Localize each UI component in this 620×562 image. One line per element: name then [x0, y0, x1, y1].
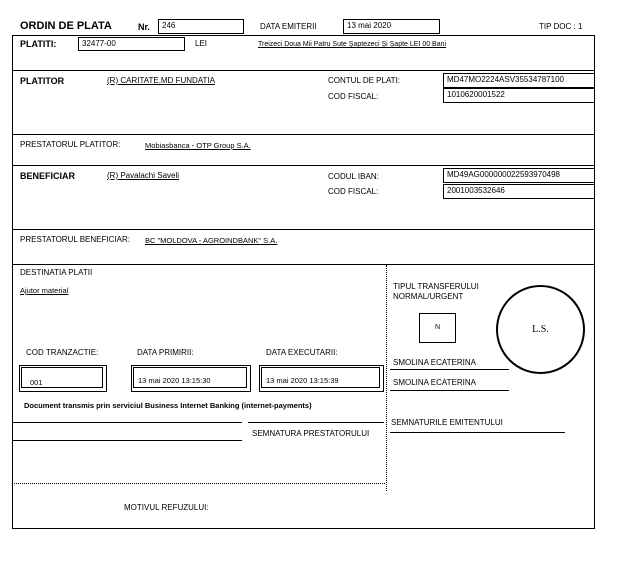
beneficiar-label: BENEFICIAR — [20, 171, 76, 181]
provider-signature-label: SEMNATURA PRESTATORULUI — [252, 429, 370, 438]
executed-date-box — [259, 365, 384, 392]
executed-date-value: 13 mai 2020 13:15:39 — [266, 376, 339, 385]
platitor-fiscal-label: COD FISCAL: — [328, 92, 379, 101]
currency-label: LEI — [195, 39, 208, 48]
prestator-platitor-value: Mobiasbanca - OTP Group S.A. — [145, 141, 251, 150]
document-note: Document transmis prin serviciul Business Internet Banking (internet-payments) — [24, 401, 312, 410]
platitor-account-value: MD47MO2224ASV35534787100 — [443, 73, 595, 88]
transaction-code-label: COD TRANZACTIE: — [26, 348, 99, 357]
destinatia-label: DESTINATIA PLATII — [20, 268, 93, 277]
beneficiar-name: (R) Pavalachi Saveli — [107, 171, 180, 180]
platitor-fiscal-value: 1010620001522 — [443, 88, 595, 103]
signature-line — [12, 422, 242, 423]
transfer-type-sublabel: NORMAL/URGENT — [393, 292, 464, 301]
destinatia-value: Ajutor material — [20, 286, 69, 295]
signer-underline — [390, 369, 509, 370]
platitor-account-label: CONTUL DE PLATI: — [328, 76, 401, 85]
divider — [12, 264, 595, 265]
beneficiar-fiscal-value: 2001003532646 — [443, 184, 595, 199]
dotted-divider — [386, 265, 387, 491]
document-type: TIP DOC : 1 — [539, 22, 583, 31]
emission-date-label: DATA EMITERII — [260, 22, 317, 31]
beneficiar-iban-label: CODUL IBAN: — [328, 172, 379, 181]
divider — [12, 134, 595, 135]
signature-line — [390, 432, 565, 433]
amount-value: 32477-00 — [78, 37, 185, 51]
signer-name: SMOLINA ECATERINA — [393, 378, 476, 387]
divider — [12, 165, 595, 166]
signer-name: SMOLINA ECATERINA — [393, 358, 476, 367]
received-date-label: DATA PRIMIRII: — [137, 348, 194, 357]
refusal-reason-label: MOTIVUL REFUZULUI: — [124, 503, 209, 512]
emission-date-value: 13 mai 2020 — [343, 19, 440, 34]
transfer-type-label: TIPUL TRANSFERULUI — [393, 282, 479, 291]
received-date-value: 13 mai 2020 13:15:30 — [138, 376, 211, 385]
number-label: Nr. — [138, 22, 151, 32]
prestator-beneficiar-label: PRESTATORUL BENEFICIAR: — [20, 235, 130, 244]
received-date-box — [131, 365, 251, 392]
divider — [12, 229, 595, 230]
transaction-code-box — [19, 365, 107, 392]
platiti-label: PLATITI: — [20, 39, 57, 49]
amount-in-words: Treizeci Doua Mii Patru Sute Şaptezeci Şi Şapte LEI 00 Bani — [258, 41, 447, 48]
platitor-name: (R) CARITATE.MD FUNDATIA — [107, 76, 215, 85]
number-value: 246 — [158, 19, 244, 34]
transaction-code-value: 001 — [30, 378, 43, 387]
signature-line — [248, 422, 384, 423]
prestator-beneficiar-value: BC "MOLDOVA - AGROINDBANK" S.A. — [145, 236, 278, 245]
platitor-label: PLATITOR — [20, 76, 65, 86]
signer-underline — [390, 390, 509, 391]
beneficiar-fiscal-label: COD FISCAL: — [328, 187, 379, 196]
divider — [12, 70, 595, 71]
executed-date-label: DATA EXECUTARII: — [266, 348, 338, 357]
signature-line — [12, 440, 242, 441]
issuer-signatures-label: SEMNATURILE EMITENTULUI — [391, 418, 503, 427]
stamp-text: L.S. — [532, 324, 549, 335]
prestator-platitor-label: PRESTATORUL PLATITOR: — [20, 140, 121, 149]
transfer-type-value: N — [419, 313, 456, 343]
divider — [12, 483, 385, 484]
beneficiar-iban-value: MD49AG000000022593970498 — [443, 168, 595, 183]
document-frame — [12, 35, 595, 529]
document-title: ORDIN DE PLATA — [20, 20, 112, 32]
